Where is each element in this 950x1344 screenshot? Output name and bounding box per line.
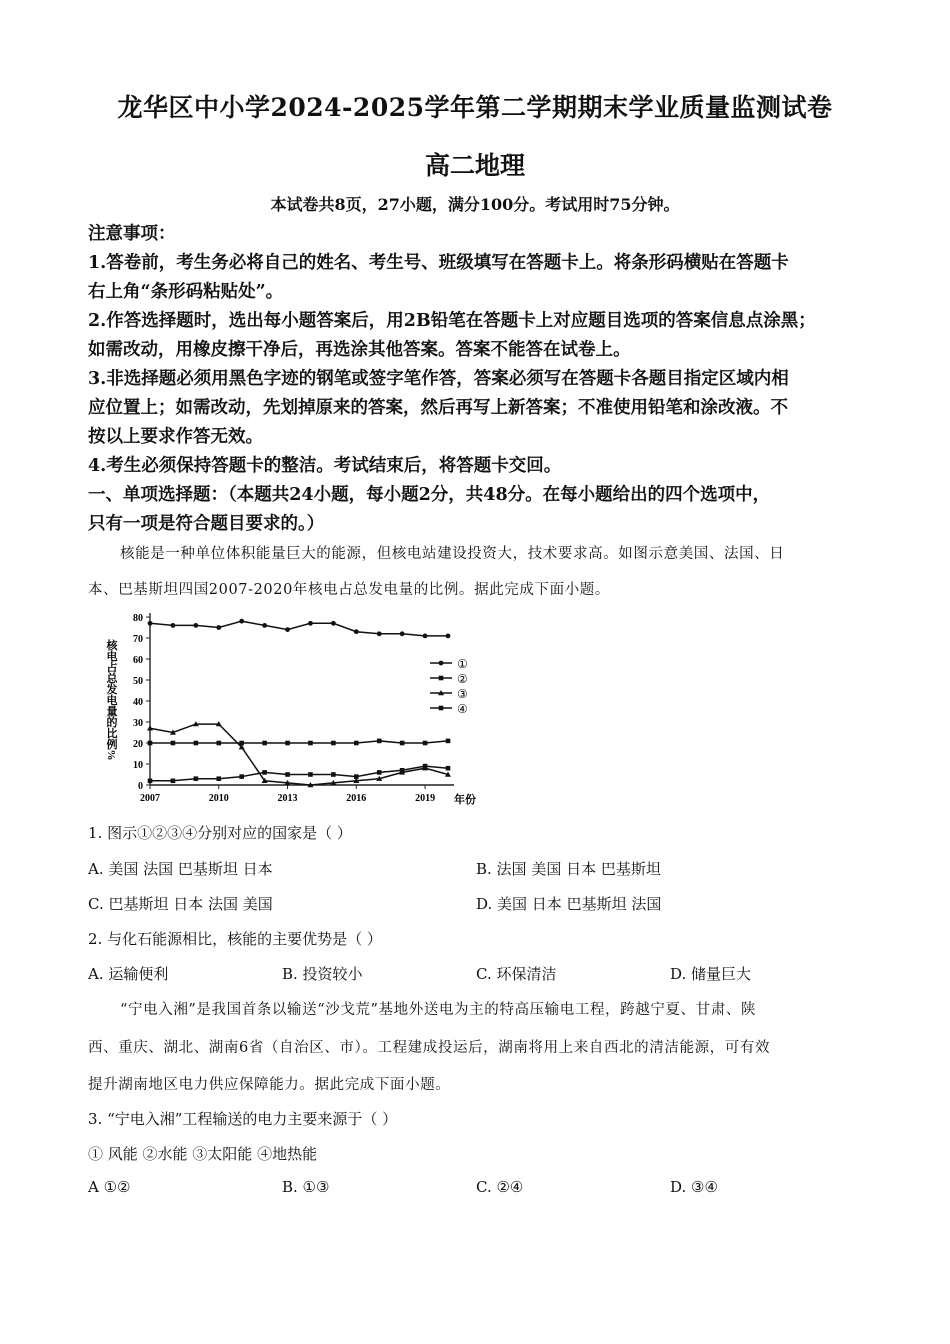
- passage-1-line: 核能是一种单位体积能量巨大的能源，但核电站建设投资大，技术要求高。如图示意美国、法国、日: [120, 546, 785, 562]
- q3-option-c[interactable]: C. ②④: [476, 1178, 524, 1196]
- question-3-choices: ① 风能 ②水能 ③太阳能 ④地热能: [88, 1145, 318, 1163]
- notice-line: 1.答卷前，考生务必将自己的姓名、考生号、班级填写在答题卡上。将条形码横贴在答题卡: [88, 253, 789, 273]
- question-3-stem: 3. “宁电入湘”工程输送的电力主要来源于（ ）: [88, 1110, 398, 1128]
- x-tick-label: 2019: [415, 793, 436, 804]
- x-tick-label: 2016: [346, 793, 367, 804]
- y-tick-label: 0: [138, 781, 143, 792]
- y-tick-label: 20: [133, 739, 143, 750]
- data-point: [331, 772, 336, 777]
- legend-label: ②: [457, 672, 468, 686]
- data-point: [285, 772, 290, 777]
- data-point: [308, 741, 313, 746]
- y-tick-label: 40: [133, 697, 143, 708]
- data-point: [148, 621, 153, 626]
- data-point: [400, 631, 405, 636]
- notice-line: 按以上要求作答无效。: [88, 427, 263, 447]
- y-tick-label: 30: [133, 718, 143, 729]
- x-tick-label: 2007: [140, 793, 160, 804]
- notice-line: 应位置上；如需改动，先划掉原来的答案，然后再写上新答案；不准使用铅笔和涂改液。不: [88, 398, 788, 418]
- y-tick-label: 10: [133, 760, 143, 771]
- data-point: [400, 768, 405, 773]
- data-point: [423, 764, 428, 769]
- notice-line: 2.作答选择题时，选出每小题答案后，用2B铅笔在答题卡上对应题目选项的答案信息点涂黑；: [88, 311, 816, 331]
- y-tick-label: 50: [133, 676, 143, 687]
- q2-option-c[interactable]: C. 环保清洁: [476, 965, 557, 983]
- legend-label: ④: [457, 702, 468, 716]
- data-point: [171, 741, 176, 746]
- q1-option-b[interactable]: B. 法国 美国 日本 巴基斯坦: [476, 860, 661, 878]
- question-1-stem: 1. 图示①②③④分别对应的国家是（ ）: [88, 824, 352, 842]
- data-point: [377, 770, 382, 775]
- subject-title: 高二地理: [424, 151, 525, 180]
- data-point: [331, 621, 336, 626]
- data-point: [354, 629, 359, 634]
- y-tick-label: 60: [133, 655, 143, 666]
- legend-marker: [439, 676, 444, 681]
- data-point: [423, 634, 428, 639]
- q1-option-a[interactable]: A. 美国 法国 巴基斯坦 日本: [88, 860, 273, 878]
- data-point: [193, 623, 198, 628]
- q3-option-d[interactable]: D. ③④: [670, 1178, 718, 1196]
- data-point: [148, 779, 153, 784]
- data-point: [262, 623, 267, 628]
- data-point: [171, 623, 176, 628]
- data-point: [423, 741, 428, 746]
- notice-line: 如需改动，用橡皮擦干净后，再选涂其他答案。答案不能答在试卷上。: [88, 340, 631, 360]
- data-point: [216, 741, 221, 746]
- data-point: [308, 621, 313, 626]
- data-point: [262, 741, 267, 746]
- data-point: [216, 776, 221, 781]
- legend-label: ①: [457, 657, 468, 671]
- x-tick-label: 2013: [277, 793, 298, 804]
- data-point: [377, 631, 382, 636]
- section-heading: 一、单项选择题：（本题共24小题，每小题2分，共48分。在每小题给出的四个选项中，: [88, 485, 771, 505]
- notice-heading: 注意事项：: [88, 224, 176, 244]
- data-point: [216, 625, 221, 630]
- q3-option-a[interactable]: A ①②: [88, 1178, 131, 1196]
- passage-1-line: 本、巴基斯坦四国2007-2020年核电占总发电量的比例。据此完成下面小题。: [88, 582, 610, 598]
- exam-title: 龙华区中小学2024-2025学年第二学期期末学业质量监测试卷: [117, 93, 833, 122]
- q3-option-b[interactable]: B. ①③: [282, 1178, 330, 1196]
- data-point: [446, 739, 451, 744]
- q1-option-c[interactable]: C. 巴基斯坦 日本 法国 美国: [88, 895, 273, 913]
- y-axis-label: 核电占总发电量的比例%: [105, 639, 117, 761]
- data-point: [239, 619, 244, 624]
- legend-marker: [439, 661, 444, 666]
- legend-marker: [439, 706, 444, 711]
- notice-line: 4.考生必须保持答题卡的整洁。考试结束后，将答题卡交回。: [88, 456, 562, 476]
- q2-option-d[interactable]: D. 储量巨大: [670, 965, 752, 983]
- passage-2-line: 提升湖南地区电力供应保障能力。据此完成下面小题。: [88, 1077, 451, 1093]
- data-point: [285, 627, 290, 632]
- data-point: [239, 774, 244, 779]
- notice-line: 3.非选择题必须用黑色字迹的钢笔或签字笔作答，答案必须写在答题卡各题目指定区域内相: [88, 369, 789, 389]
- notice-line: 右上角“条形码粘贴处”。: [88, 282, 284, 302]
- y-tick-label: 80: [133, 613, 143, 624]
- passage-2-line: “宁电入湘”是我国首条以输送“沙戈荒”基地外送电为主的特高压输电工程，跨越宁夏、甘肃、陕: [120, 1002, 757, 1018]
- data-point: [194, 776, 199, 781]
- q1-option-d[interactable]: D. 美国 日本 巴基斯坦 法国: [476, 895, 662, 913]
- data-point: [446, 766, 451, 771]
- passage-2-line: 西、重庆、湖北、湖南6省（自治区、市）。工程建成投运后，湖南将用上来自西北的清洁能源，可有效: [88, 1040, 771, 1056]
- data-point: [354, 741, 359, 746]
- data-point: [171, 779, 176, 784]
- data-point: [446, 634, 451, 639]
- section-heading-cont: 只有一项是符合题目要求的。）: [88, 514, 325, 534]
- exam-info: 本试卷共8页，27小题，满分100分。考试用时75分钟。: [270, 195, 680, 214]
- data-point: [285, 741, 290, 746]
- data-point: [331, 741, 336, 746]
- data-point: [148, 741, 153, 746]
- question-2-stem: 2. 与化石能源相比，核能的主要优势是（ ）: [88, 930, 382, 948]
- data-point: [262, 770, 267, 775]
- x-axis-label: 年份: [454, 794, 476, 806]
- data-point: [354, 774, 359, 779]
- y-tick-label: 70: [133, 634, 143, 645]
- data-point: [147, 725, 153, 730]
- data-point: [308, 772, 313, 777]
- q2-option-b[interactable]: B. 投资较小: [282, 965, 363, 983]
- q2-option-a[interactable]: A. 运输便利: [88, 965, 169, 983]
- x-tick-label: 2010: [208, 793, 229, 804]
- line-chart: [98, 605, 488, 810]
- data-point: [377, 739, 382, 744]
- nuclear-share-chart: [98, 605, 488, 810]
- data-point: [400, 741, 405, 746]
- series-line-3: [150, 724, 448, 785]
- legend-label: ③: [457, 687, 468, 701]
- data-point: [194, 741, 199, 746]
